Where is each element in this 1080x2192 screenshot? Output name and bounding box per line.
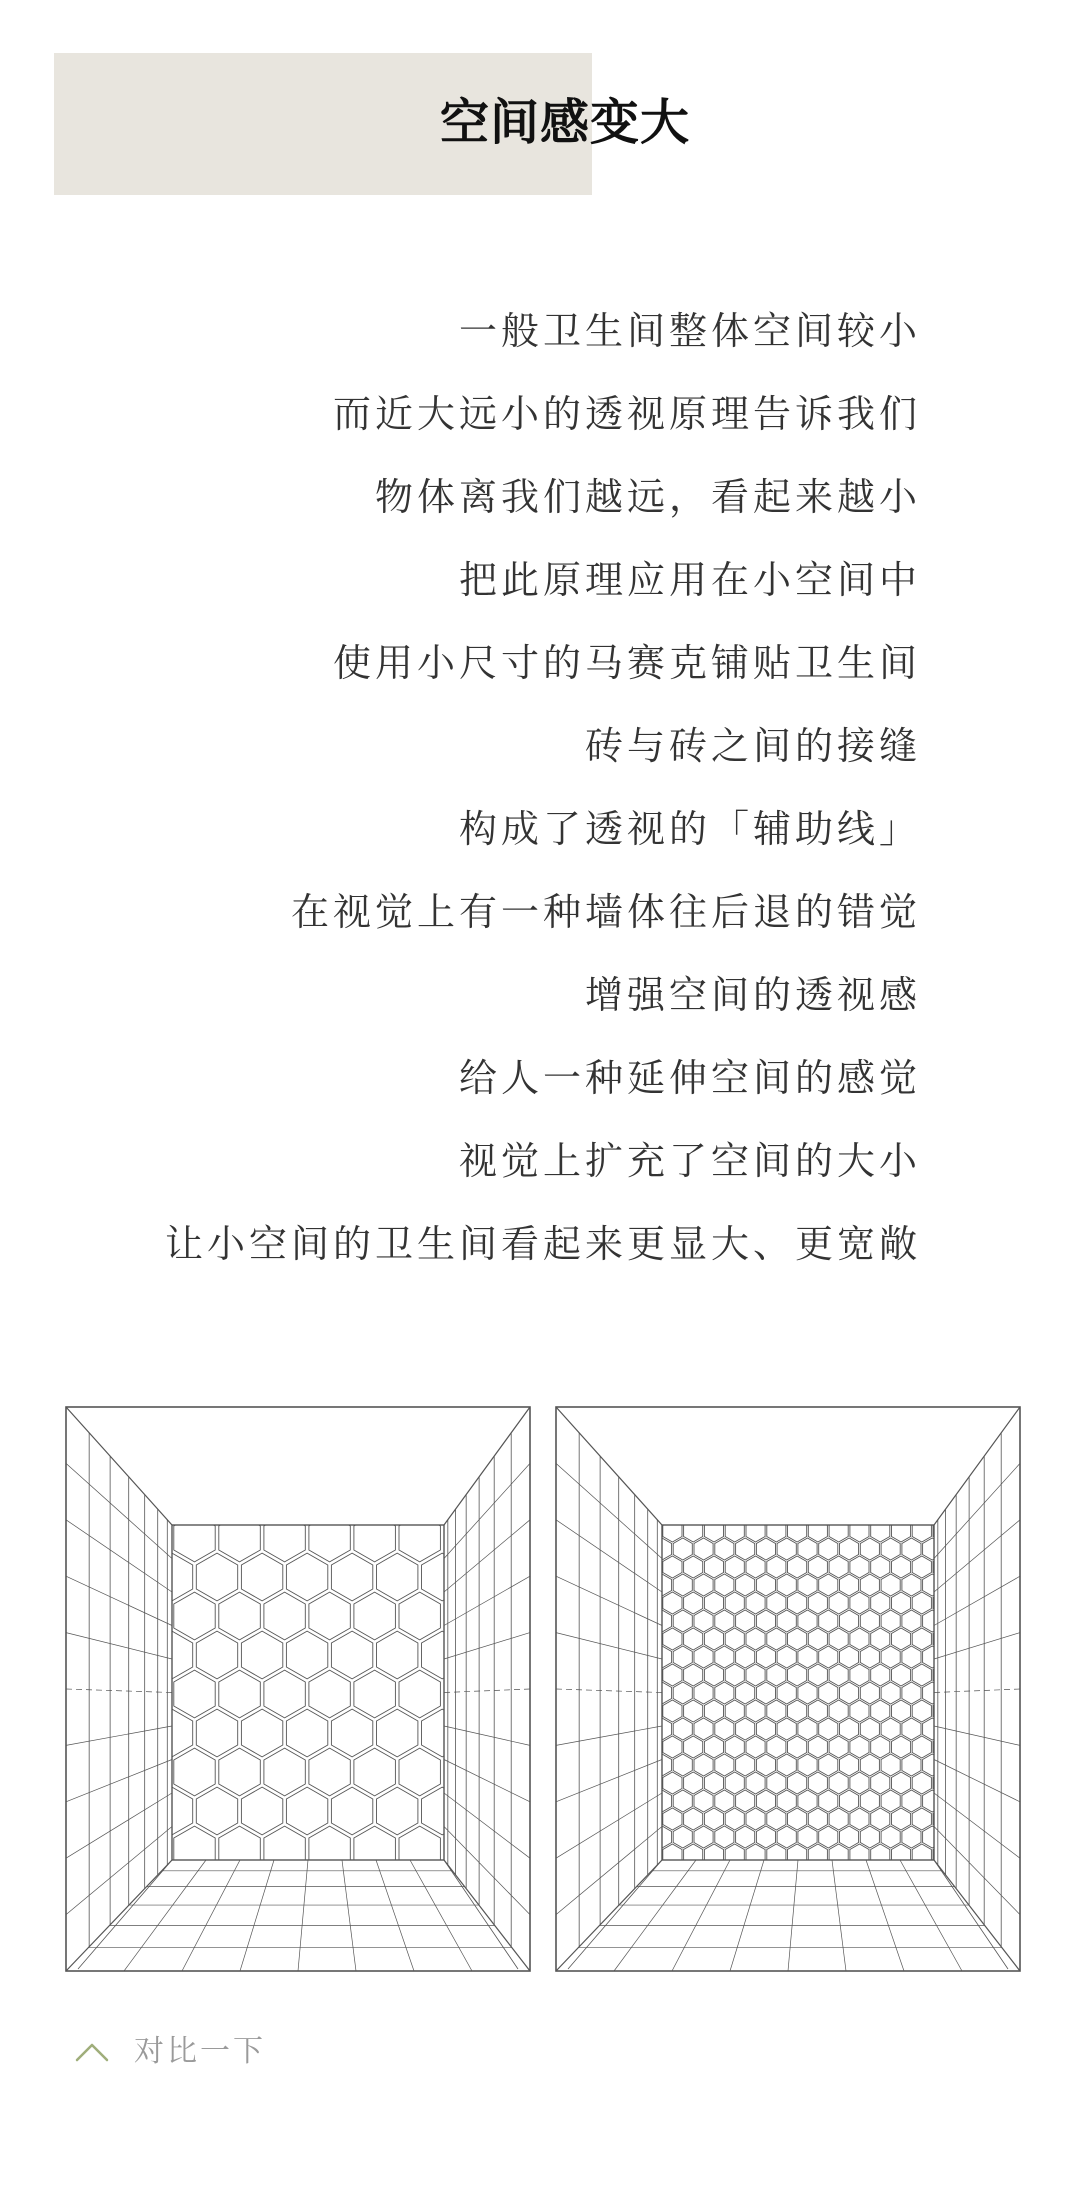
paragraph-line: 一般卫生间整体空间较小 <box>458 309 921 353</box>
compare-label: 对比一下 <box>134 2034 266 2069</box>
large-tile-room-illustration <box>64 1405 532 1973</box>
paragraph-line: 视觉上扩充了空间的大小 <box>458 1139 921 1183</box>
paragraph-line: 让小空间的卫生间看起来更显大、更宽敞 <box>164 1222 921 1266</box>
paragraph-line: 而近大远小的透视原理告诉我们 <box>332 392 921 436</box>
page-title: 空间感变大 <box>440 94 691 151</box>
paragraph-line: 砖与砖之间的接缝 <box>584 724 921 768</box>
paragraph-line: 物体离我们越远，看起来越小 <box>374 475 921 519</box>
paragraph-line: 把此原理应用在小空间中 <box>458 558 921 602</box>
paragraph-line: 使用小尺寸的马赛克铺贴卫生间 <box>332 641 921 685</box>
paragraph-line: 增强空间的透视感 <box>584 973 921 1017</box>
compare-toggle[interactable] <box>74 2032 266 2072</box>
paragraph-line: 给人一种延伸空间的感觉 <box>458 1056 921 1100</box>
chevron-up-icon <box>74 2040 110 2064</box>
paragraph-line: 构成了透视的「辅助线」 <box>458 807 921 851</box>
small-tile-room-illustration <box>554 1405 1022 1973</box>
paragraph-line: 在视觉上有一种墙体往后退的错觉 <box>290 890 921 934</box>
